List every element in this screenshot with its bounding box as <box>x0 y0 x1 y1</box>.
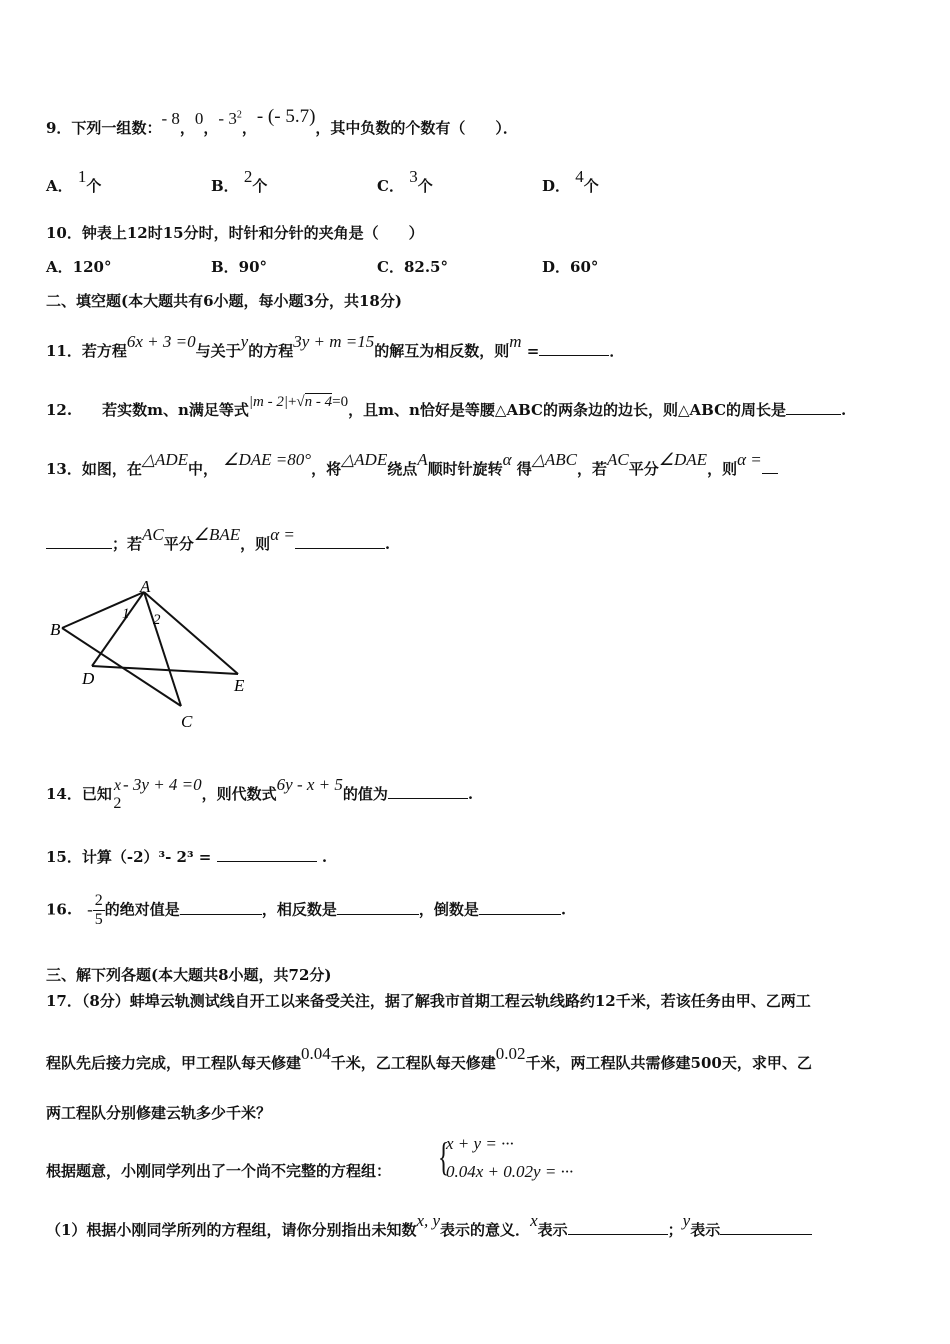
q9-label: 9．下列一组数： <box>46 119 162 137</box>
q9-option-b[interactable]: B． 2个 <box>211 167 268 195</box>
q16-abs-blank[interactable] <box>180 901 262 915</box>
q9-sep-3: ， <box>241 119 257 137</box>
q10-option-b[interactable]: B．90° <box>211 258 268 276</box>
q12-sqrt: √n - 4 <box>296 394 333 410</box>
question-13-line-2: ；若AC平分∠BAE，则α = . <box>46 533 390 554</box>
question-15: 15．计算（-2）³- 2³ = . <box>46 848 328 866</box>
q13-answer-blank-1a[interactable] <box>762 460 778 474</box>
system-equation-1: x + y = ··· <box>446 1134 514 1153</box>
question-17-line-1: 17．（8分）蚌埠云轨测试线自开工以来备受关注，据了解我市首期工程云轨线路约12千米，若该任务由甲、乙两工 <box>46 992 811 1010</box>
q15-answer-blank[interactable] <box>217 848 317 862</box>
q9-number-3: - $3^2$ <box>218 109 242 128</box>
label-angle-2: 2 <box>153 612 161 628</box>
q14-fraction: x 2 <box>113 777 122 812</box>
label-E: E <box>234 676 245 695</box>
question-10: 10．钟表上12时15分时，时针和分针的夹角是（ ） <box>46 224 424 242</box>
q9-option-c[interactable]: C． 3个 <box>377 167 433 195</box>
q14-answer-blank[interactable] <box>388 785 468 799</box>
q10-option-c[interactable]: C．82.5° <box>377 258 448 276</box>
section-2-heading: 二、填空题(本大题共有6小题，每小题3分，共18分) <box>46 292 402 310</box>
q16-opposite-blank[interactable] <box>337 901 419 915</box>
q9-tail: ，其中负数的个数有（ ）． <box>315 119 518 137</box>
q11-equation-2: 3y + m =15 <box>293 332 375 351</box>
question-17-line-2: 程队先后接力完成，甲工程队每天修建0.04千米，乙工程队每天修建0.02千米，两工程队共需修建500天，求甲、乙 <box>46 1044 812 1072</box>
system-equation-2: 0.04x + 0.02y = ··· <box>446 1162 574 1181</box>
q9-number-2: 0 <box>194 109 204 128</box>
q9-option-d[interactable]: D． 4个 <box>542 167 599 195</box>
q17-x-meaning-blank[interactable] <box>568 1221 668 1235</box>
triangle-figure <box>40 578 260 733</box>
label-B: B <box>50 620 61 639</box>
q13-answer-blank-2[interactable] <box>295 535 385 549</box>
question-17-line-4: 根据题意，小刚同学列出了一个尚不完整的方程组： <box>46 1162 392 1180</box>
question-12: 12. 若实数m、n满足等式|m - 2|+√n - 4=0，且m、n恰好是等腰△ABC的两条边的边长，则△ABC的周长是 . <box>46 394 847 419</box>
q9-sep-2: ， <box>203 119 219 137</box>
equation-brace: { <box>437 1134 450 1179</box>
question-17-sub-1: （1）根据小刚同学所列的方程组，请你分别指出未知数x, y表示的意义．x表示 ；y表示 <box>46 1219 812 1240</box>
label-C: C <box>181 712 193 731</box>
q11-equation-1: 6x + 3 =0 <box>126 332 196 351</box>
question-14: 14．已知 x 2 - 3y + 4 =0，则代数式6y - x + 5的值为 . <box>46 775 474 812</box>
label-angle-1: 1 <box>122 606 130 622</box>
q11-answer-blank[interactable] <box>539 342 609 356</box>
label-D: D <box>82 669 95 688</box>
q9-number-4: - (- 5.7) <box>256 106 316 127</box>
q16-reciprocal-blank[interactable] <box>479 901 561 915</box>
q10-option-d[interactable]: D．60° <box>542 258 599 276</box>
question-16: 16. - $\frac{2}{5}$ 的绝对值是 ，相反数是 ，倒数是 . <box>46 892 567 928</box>
q16-fraction: $\frac{2}{5}$ <box>94 892 103 928</box>
question-9 <box>46 106 518 139</box>
q12-answer-blank[interactable] <box>786 401 841 415</box>
question-17-line-3: 两工程队分别修建云轨多少千米？ <box>46 1104 272 1122</box>
q10-option-a[interactable]: A．120° <box>46 258 112 276</box>
q17-y-meaning-blank[interactable] <box>720 1221 812 1235</box>
question-11: 11．若方程6x + 3 =0与关于y的方程3y + m =15的解互为相反数，则m = ． <box>46 332 625 360</box>
question-13: 13．如图，在△ADE中， ∠DAE =80°，将△ADE绕点A顺时针旋转α 得△ABC，若AC平分∠DAE，则α = <box>46 458 778 479</box>
q9-number-1: - 8 <box>161 109 180 128</box>
q12-abs: |m - 2| <box>248 394 288 410</box>
q13-answer-blank-1b[interactable] <box>46 535 112 549</box>
q9-option-a[interactable]: A． 1个 <box>46 167 102 195</box>
section-3-heading: 三、解下列各题(本大题共8小题，共72分) <box>46 966 332 984</box>
label-A: A <box>140 578 151 596</box>
q9-sep-1: ， <box>179 119 195 137</box>
